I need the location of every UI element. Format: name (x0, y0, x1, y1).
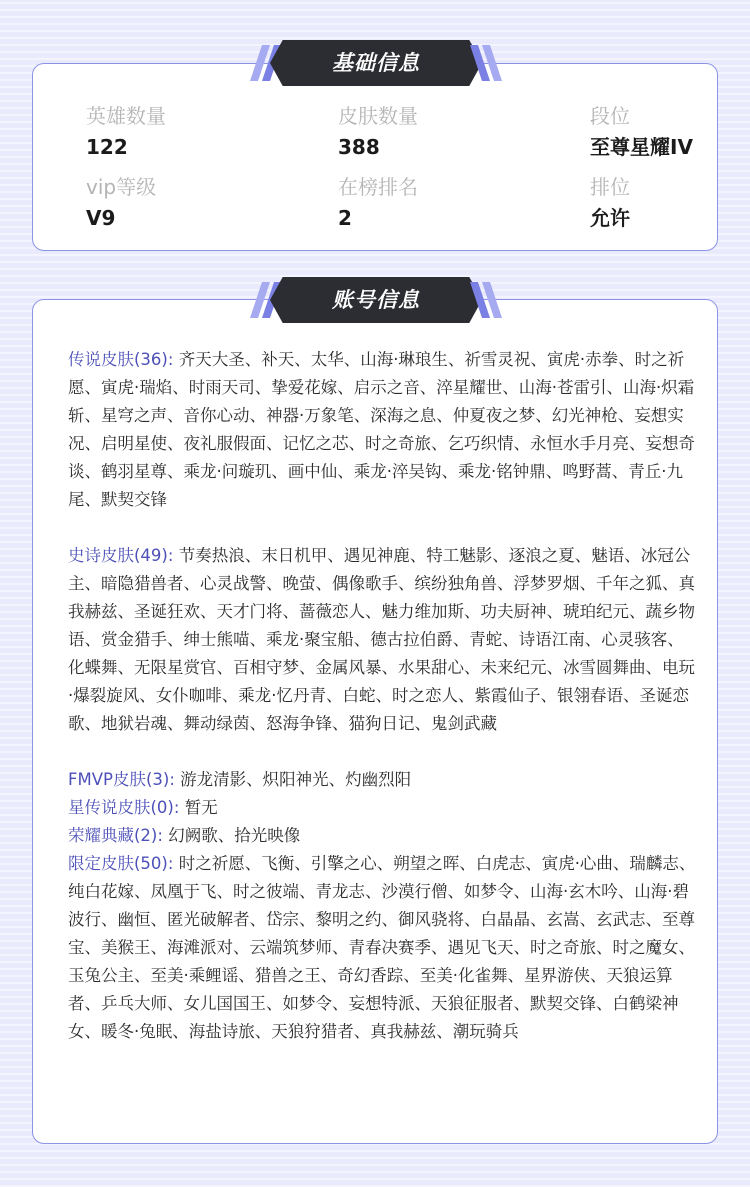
ranked-allowed-cell (590, 175, 630, 230)
leaderboard-rank-label: 在榜排名 (338, 175, 418, 199)
vip-level-label: vip等级 (86, 175, 157, 199)
limited-skins (68, 850, 698, 1046)
legendary-skins (68, 346, 698, 514)
epic-skins-list: 节奏热浪、末日机甲、遇见神鹿、特工魅影、逐浪之夏、魅语、冰冠公主、暗隐猎兽者、心灵战警、晚萤、偶像歌手、缤纷独角兽、浮梦罗烟、千年之狐、真我赫兹、圣诞狂欢、天才门将、蔷薇恋人、魅力维加斯、功夫厨神、琥珀纪元、蔬乡物语、赏金猎手、绅士熊喵、乘龙·聚宝船、德古拉伯爵、青蛇、诗语江南、心灵骇客、化蝶舞、无限星赏官、百相守梦、金属风暴、水果甜心、未来纪元、冰雪圆舞曲、电玩·爆裂旋风、女仆咖啡、乘龙·忆丹青、白蛇、时之恋人、紫霞仙子、银翎春语、圣诞恋歌、地狱岩魂、舞动绿茵、怒海争锋、猫狗日记、鬼剑武藏 (68, 546, 695, 733)
epic-skins-label: 史诗皮肤(49): (68, 546, 174, 565)
leaderboard-rank-value: 2 (338, 206, 352, 230)
star-legend-skins-list: 暂无 (184, 798, 218, 817)
glory-collection-skins (68, 822, 698, 850)
basic-info-card (32, 63, 718, 251)
legendary-skins-list: 齐天大圣、补天、太华、山海·琳琅生、祈雪灵祝、寅虎·赤拳、时之祈愿、寅虎·瑞焰、时雨天司、挚爱花嫁、启示之音、淬星耀世、山海·苍雷引、山海·炽霜斩、星穹之声、音你心动、神器·万象笔、深海之息、仲夏夜之梦、幻光神枪、妄想实况、启明星使、夜礼服假面、记忆之芯、时之奇旅、乞巧织情、永恒水手月亮、妄想奇谈、鹤羽星尊、乘龙·问璇玑、画中仙、乘龙·淬吴钩、乘龙·铭钟鼎、鸣野蒿、青丘·九尾、默契交锋 (68, 350, 695, 509)
rank-tier-value: 至尊星耀IV (590, 135, 693, 159)
epic-skins (68, 542, 698, 738)
hero-count-label: 英雄数量 (86, 104, 166, 128)
vip-level-cell (86, 175, 156, 230)
limited-skins-label: 限定皮肤(50): (68, 854, 174, 873)
stripes-right-icon (470, 45, 504, 81)
legendary-skins-label: 传说皮肤(36): (68, 350, 174, 369)
vip-level-value: V9 (86, 206, 116, 230)
hero-count-cell (86, 104, 166, 159)
fmvp-skins (68, 766, 698, 794)
hero-count-value: 122 (86, 135, 128, 159)
skin-sections (68, 346, 698, 1046)
section-title: 账号信息 (332, 288, 420, 312)
rank-tier-cell (590, 104, 693, 159)
ranked-allowed-value: 允许 (590, 206, 630, 230)
skin-count-value: 388 (338, 135, 380, 159)
skin-count-label: 皮肤数量 (338, 104, 418, 128)
limited-skins-list: 时之祈愿、飞衡、引擎之心、朔望之晖、白虎志、寅虎·心曲、瑞麟志、纯白花嫁、凤凰于飞、时之彼端、青龙志、沙漠行僧、如梦令、山海·玄木吟、山海·碧波行、幽恒、匿光破解者、岱宗、黎明之约、御风骁将、白晶晶、玄嵩、玄武志、至尊宝、美猴王、海滩派对、云端筑梦师、青春决赛季、遇见飞天、时之奇旅、时之魔女、玉兔公主、至美·乘鲤谣、猎兽之王、奇幻香踪、至美·化雀舞、星界游侠、天狼运算者、乒乓大师、女儿国国王、如梦令、妄想特派、天狼征服者、默契交锋、白鹤梁神女、暖冬·兔眠、海盐诗旅、天狼狩猎者、真我赫兹、潮玩骑兵 (68, 854, 696, 1041)
star-legend-skins-label: 星传说皮肤(0): (68, 798, 180, 817)
skin-count-cell (338, 104, 418, 159)
account-info-banner (248, 277, 504, 323)
rank-tier-label: 段位 (590, 104, 630, 128)
leaderboard-rank-cell (338, 175, 418, 230)
fmvp-skins-label: FMVP皮肤(3): (68, 770, 175, 789)
section-title: 基础信息 (332, 51, 420, 75)
fmvp-skins-list: 游龙清影、炽阳神光、灼幽烈阳 (180, 770, 412, 789)
ranked-allowed-label: 排位 (590, 175, 630, 199)
glory-collection-label: 荣耀典藏(2): (68, 826, 163, 845)
basic-info-banner (248, 40, 504, 86)
star-legend-skins (68, 794, 698, 822)
stripes-right-icon (470, 282, 504, 318)
glory-collection-list: 幻阙歌、拾光映像 (168, 826, 301, 845)
